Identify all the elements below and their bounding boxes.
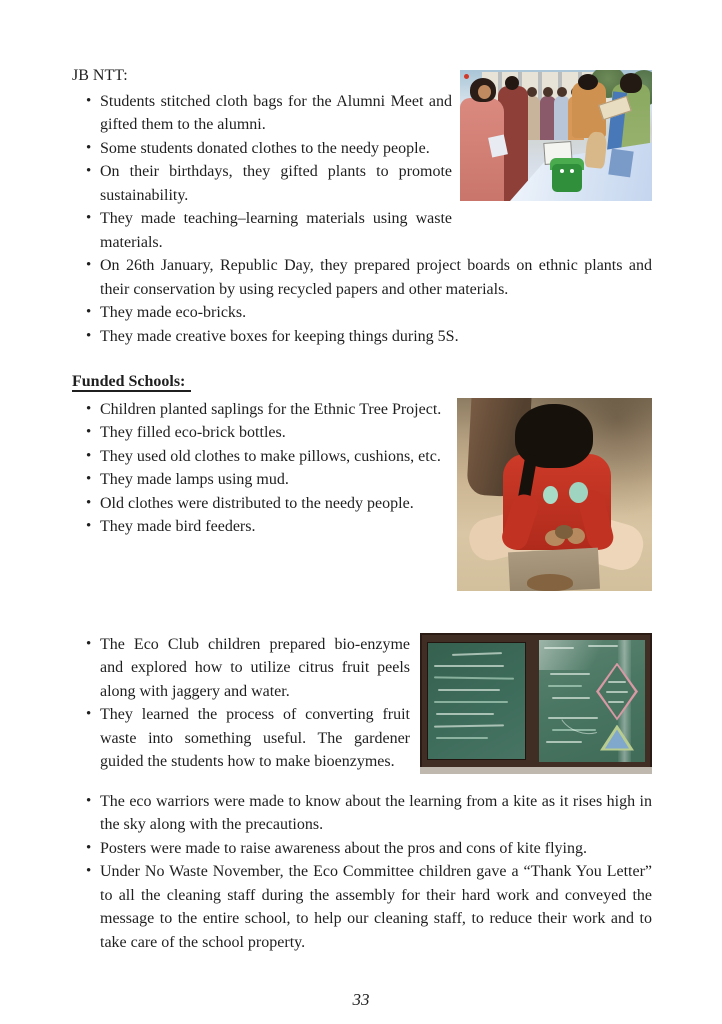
bullet-item: • They made bird feeders.: [100, 515, 652, 539]
bullet-item: • Posters were made to raise awareness about the pros and cons of kite flying.: [100, 837, 652, 861]
photo2-mud-lump: [527, 574, 573, 591]
section-heading-jb-ntt: JB NTT:: [72, 67, 128, 84]
jb-ntt-bullet-list: [72, 90, 652, 349]
funded-schools-body: [72, 398, 652, 539]
section-eco-club: [72, 633, 652, 780]
photo1-visitor-hair: [578, 74, 598, 90]
bullet-item: • Students stitched cloth bags for the Alumni Meet and gifted them to the alumni.: [100, 90, 652, 137]
section-funded-schools: [72, 370, 652, 597]
bullet-item: • They made teaching–learning materials using waste materials.: [100, 207, 652, 254]
bullet-item: • They learned the process of converting fruit waste into something useful. The gardener guided the students how to make bioenzymes.: [100, 703, 652, 774]
photo1-red-dot: [464, 74, 469, 79]
bullet-item: • Under No Waste November, the Eco Committee children gave a “Thank You Letter” to all the cleaning staff during the assembly for their hard work and conveyed the message to the entire school, to help our cleaning staff, to reduce their work and to take care of the school property.: [100, 860, 652, 954]
page-number: 33: [352, 990, 370, 1009]
bullet-item: • They used old clothes to make pillows, cushions, etc.: [100, 445, 652, 469]
eco-warriors-bullet-list: [72, 790, 652, 955]
bullet-item: • Some students donated clothes to the needy people.: [100, 137, 652, 161]
bullet-item: • They made lamps using mud.: [100, 468, 652, 492]
bullet-item: • Children planted saplings for the Ethnic Tree Project.: [100, 398, 652, 422]
funded-schools-bullet-list: [72, 398, 652, 539]
bullet-item: • They filled eco-brick bottles.: [100, 421, 652, 445]
bullet-item: • The eco warriors were made to know about the learning from a kite as it rises high in the sky along with the precautions.: [100, 790, 652, 837]
bullet-item: • The Eco Club children prepared bio-enzyme and explored how to utilize citrus fruit peels along with jaggery and water.: [100, 633, 652, 704]
bullet-item: • They made creative boxes for keeping things during 5S.: [100, 325, 652, 349]
eco-club-bullet-list: [72, 633, 652, 774]
section-eco-warriors: [72, 790, 652, 955]
bullet-item: • On their birthdays, they gifted plants to promote sustainability.: [100, 160, 652, 207]
section-jb-ntt: [72, 64, 652, 348]
bullet-item: • They made eco-bricks.: [100, 301, 652, 325]
page-content: [72, 64, 652, 954]
bullet-item: • On 26th January, Republic Day, they prepared project boards on ethnic plants and their conservation by using recycled papers and other materials.: [100, 254, 652, 301]
bullet-item: • Old clothes were distributed to the needy people.: [100, 492, 652, 516]
section-heading-funded-schools: Funded Schools:: [72, 373, 191, 392]
funded-schools-heading-row: [72, 370, 652, 394]
